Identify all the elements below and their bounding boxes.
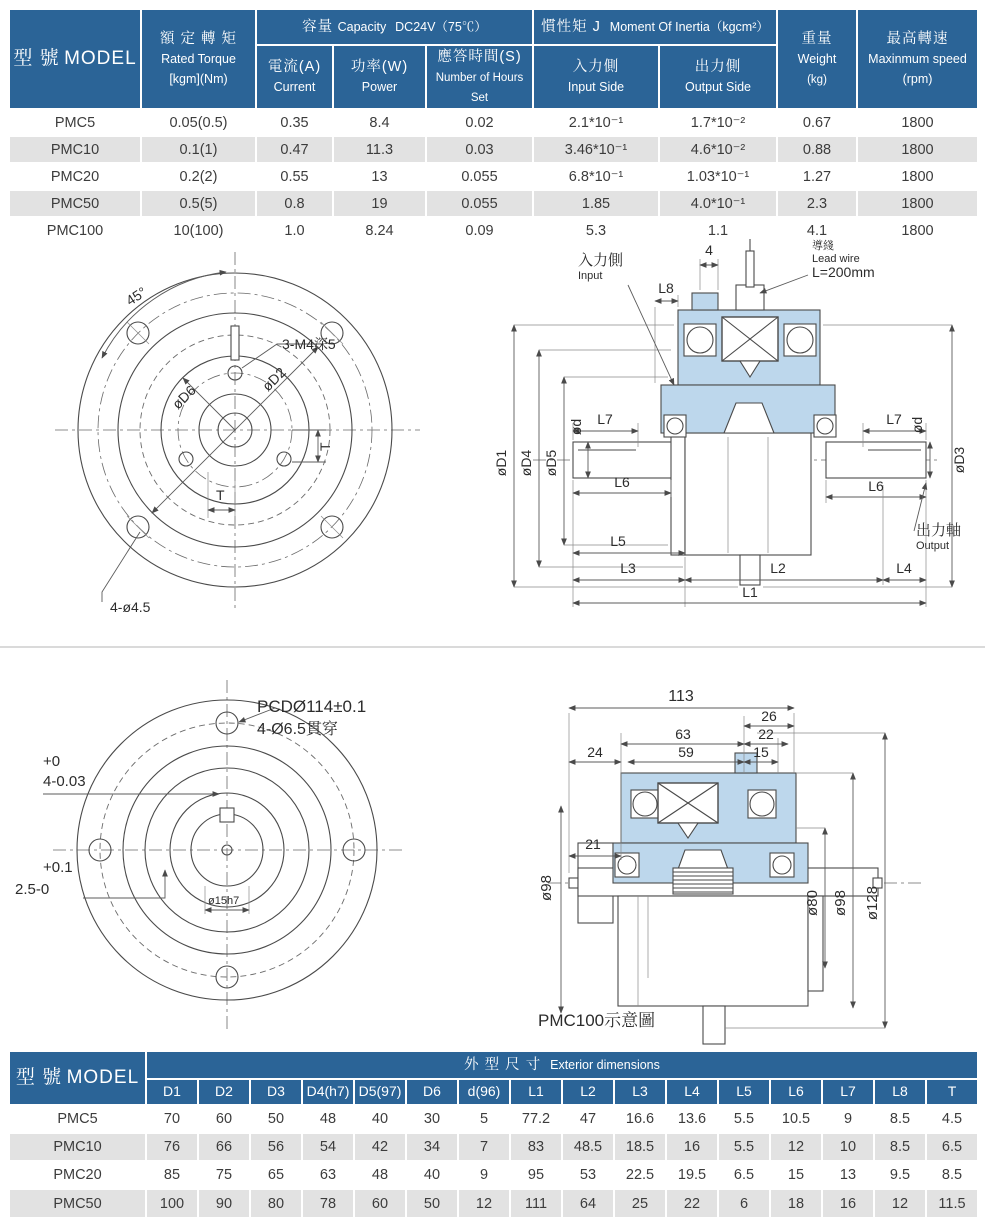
speed-cell: 1800 <box>857 190 978 217</box>
exterior-en: Exterior dimensions <box>550 1058 660 1072</box>
current-cell: 0.55 <box>256 163 333 190</box>
torque-cell: 10(100) <box>141 217 256 244</box>
section-view-drawing <box>478 235 985 620</box>
col-t: T <box>926 1079 978 1105</box>
col-d6: D6 <box>406 1079 458 1105</box>
output-side-zh: 出力側 <box>694 59 742 75</box>
brush-hatch <box>673 868 733 894</box>
model-cell: PMC10 <box>9 136 141 163</box>
lead-wire-length: L=200mm <box>812 264 875 280</box>
dim-d-small-left: øD5 <box>543 449 559 477</box>
inertia-en: Moment Of Inertia（kgcm²） <box>609 20 769 34</box>
inertia-out-cell: 1.7*10⁻² <box>659 109 777 136</box>
front-view-drawing <box>30 240 430 620</box>
dim-cell: 6.5 <box>926 1133 978 1161</box>
weight-unit: (kg) <box>807 74 827 86</box>
inertia-out-cell: 4.0*10⁻¹ <box>659 190 777 217</box>
dim-keyway-width: 4-0.03 <box>43 773 86 790</box>
dimension-lines <box>102 272 326 602</box>
dim-cell: 78 <box>302 1189 354 1217</box>
dim-4-holes: 4-ø4.5 <box>110 599 151 615</box>
power-en: Power <box>361 80 398 94</box>
capacity-en: Capacity <box>337 20 387 34</box>
dim-d6: øD6 <box>168 382 199 413</box>
header-rated-torque <box>141 9 256 109</box>
model-cell: PMC5 <box>9 1105 146 1133</box>
table-row <box>9 190 978 217</box>
dim-cell: 8.5 <box>926 1161 978 1189</box>
spec-table <box>8 8 979 244</box>
output-side-en: Output Side <box>684 80 751 94</box>
weight-cell: 1.27 <box>777 163 857 190</box>
dim-cell: 100 <box>146 1189 198 1217</box>
dim-21: 21 <box>585 836 601 852</box>
dim-cell: 16.6 <box>614 1105 666 1133</box>
model-cell: PMC50 <box>9 1189 146 1217</box>
dim-cell: 40 <box>354 1105 406 1133</box>
dim-d-right: ød <box>909 416 925 434</box>
col-l3: L3 <box>614 1079 666 1105</box>
speed-cell: 1800 <box>857 217 978 244</box>
model-cell: PMC10 <box>9 1133 146 1161</box>
dim-l4: L4 <box>896 560 912 576</box>
input-side-en: Input Side <box>567 80 625 94</box>
table-row <box>9 1133 978 1161</box>
dim-l5: L5 <box>610 533 626 549</box>
speed-cell: 1800 <box>857 163 978 190</box>
dim-cell: 90 <box>198 1189 250 1217</box>
header-power <box>333 45 426 109</box>
dim-cell: 70 <box>146 1105 198 1133</box>
dim-cell: 63 <box>302 1161 354 1189</box>
model-cell: PMC20 <box>9 163 141 190</box>
header-input-side <box>533 45 659 109</box>
weight-cell: 2.3 <box>777 190 857 217</box>
weight-cell: 0.88 <box>777 136 857 163</box>
input-label-en: Input <box>578 270 603 282</box>
clutch-body <box>533 239 940 585</box>
speed-cell: 1800 <box>857 136 978 163</box>
dim-cell: 8.5 <box>874 1105 926 1133</box>
dim-cell: 56 <box>250 1133 302 1161</box>
dim-d3: øD3 <box>951 446 967 474</box>
dim-d1: øD1 <box>493 449 509 477</box>
dim-cell: 95 <box>510 1161 562 1189</box>
front-view-pmc100-drawing <box>5 662 435 1040</box>
header-max-speed <box>857 9 978 109</box>
col-d1: D1 <box>146 1079 198 1105</box>
header-model-en: MODEL <box>64 48 137 70</box>
dim-cell: 18.5 <box>614 1133 666 1161</box>
speed-cell: 1800 <box>857 109 978 136</box>
power-cell: 8.24 <box>333 217 426 244</box>
dim-cell: 75 <box>198 1161 250 1189</box>
dim-cell: 60 <box>198 1105 250 1133</box>
dim-cell: 7 <box>458 1133 510 1161</box>
power-cell: 11.3 <box>333 136 426 163</box>
section-divider <box>0 646 985 648</box>
dim-cell: 54 <box>302 1133 354 1161</box>
input-side-zh: 入力側 <box>572 59 620 75</box>
dim-d4: øD4 <box>518 449 534 477</box>
dim-cell: 85 <box>146 1161 198 1189</box>
header-model <box>9 9 141 109</box>
dim-d2: øD2 <box>258 364 289 395</box>
dim-cell: 64 <box>562 1189 614 1217</box>
header-weight <box>777 9 857 109</box>
response-cell: 0.02 <box>426 109 533 136</box>
dim-cell: 10.5 <box>770 1105 822 1133</box>
dim-80: ø80 <box>804 890 821 916</box>
capacity-zh: 容量 <box>302 19 334 35</box>
dim-cell: 6.5 <box>718 1161 770 1189</box>
dim-4: 4 <box>705 242 713 258</box>
dim-cell: 48 <box>354 1161 406 1189</box>
table-row <box>9 1105 978 1133</box>
dim-cell: 5.5 <box>718 1133 770 1161</box>
flange-circles <box>53 680 405 1030</box>
dim-pcd: PCDØ114±0.1 <box>257 697 367 716</box>
dim-cell: 19.5 <box>666 1161 718 1189</box>
table-row <box>9 163 978 190</box>
header-output-side <box>659 45 777 109</box>
speed-en: Maxinmum speed <box>868 52 967 66</box>
inertia-in-cell: 1.85 <box>533 190 659 217</box>
col-l6: L6 <box>770 1079 822 1105</box>
inertia-zh: 慣性矩 J <box>541 19 601 35</box>
dim-cell: 9 <box>822 1105 874 1133</box>
model-cell: PMC5 <box>9 109 141 136</box>
power-cell: 13 <box>333 163 426 190</box>
current-cell: 1.0 <box>256 217 333 244</box>
inertia-in-cell: 3.46*10⁻¹ <box>533 136 659 163</box>
dim-cell: 16 <box>666 1133 718 1161</box>
torque-cell: 0.1(1) <box>141 136 256 163</box>
speed-unit: (rpm) <box>902 72 933 86</box>
dim-cell: 25 <box>614 1189 666 1217</box>
dim-l7-left: L7 <box>597 411 613 427</box>
lead-wire-en: Lead wire <box>812 253 860 265</box>
inertia-out-cell: 4.6*10⁻² <box>659 136 777 163</box>
header-model-zh: 型 號 <box>13 48 60 70</box>
dim-cell: 48 <box>302 1105 354 1133</box>
dim-l2: L2 <box>770 560 786 576</box>
dim-cell: 10 <box>822 1133 874 1161</box>
dim-cell: 8.5 <box>874 1133 926 1161</box>
current-cell: 0.8 <box>256 190 333 217</box>
dim-cell: 30 <box>406 1105 458 1133</box>
rated-torque-unit: [kgm](Nm) <box>169 72 228 86</box>
capacity-condition: DC24V（75℃） <box>395 20 487 34</box>
dim-cell: 12 <box>874 1189 926 1217</box>
rated-torque-en: Rated Torque <box>161 52 236 66</box>
dim-l1: L1 <box>742 584 758 600</box>
dim-cell: 48.5 <box>562 1133 614 1161</box>
dim-cell: 50 <box>250 1105 302 1133</box>
current-cell: 0.35 <box>256 109 333 136</box>
inertia-in-cell: 5.3 <box>533 217 659 244</box>
current-cell: 0.47 <box>256 136 333 163</box>
dim-cell: 11.5 <box>926 1189 978 1217</box>
col-l8: L8 <box>874 1079 926 1105</box>
col-l5: L5 <box>718 1079 770 1105</box>
weight-zh: 重量 <box>801 31 833 47</box>
current-en: Current <box>273 80 316 94</box>
dim-cell: 47 <box>562 1105 614 1133</box>
dim-26: 26 <box>761 708 777 724</box>
dim-holes: 4-Ø6.5貫穿 <box>257 721 338 738</box>
speed-zh: 最高轉速 <box>886 31 949 47</box>
col-d4: D4(h7) <box>302 1079 354 1105</box>
weight-cell: 0.67 <box>777 109 857 136</box>
dim-3-m4: 3-M4深5 <box>282 336 336 352</box>
model-cell: PMC20 <box>9 1161 146 1189</box>
dim-t-horizontal: T <box>216 487 225 503</box>
dim-98-right: ø98 <box>832 890 849 916</box>
lead-wire-zh: 導綫 <box>812 240 834 252</box>
dim-cell: 12 <box>458 1189 510 1217</box>
response-cell: 0.055 <box>426 163 533 190</box>
response-en: Number of Hours Set <box>435 72 524 104</box>
col-l1: L1 <box>510 1079 562 1105</box>
dim-l6-right: L6 <box>868 478 884 494</box>
power-zh: 功率(W) <box>350 59 409 75</box>
dim-keydepth: 2.5-0 <box>15 881 50 898</box>
inertia-in-cell: 2.1*10⁻¹ <box>533 109 659 136</box>
response-zh: 應答時間(S) <box>437 49 522 65</box>
dim-cell: 42 <box>354 1133 406 1161</box>
dim-l3: L3 <box>620 560 636 576</box>
table-row <box>9 109 978 136</box>
inertia-in-cell: 6.8*10⁻¹ <box>533 163 659 190</box>
dim-59: 59 <box>678 744 694 760</box>
dim-cell: 12 <box>770 1133 822 1161</box>
dim-bore: ø15h7 <box>208 895 240 907</box>
dim-keyway-tol-top: +0 <box>43 753 61 770</box>
col-d2: D2 <box>198 1079 250 1105</box>
section-view-pmc100-drawing <box>523 678 985 1053</box>
col-l7: L7 <box>822 1079 874 1105</box>
weight-cell: 4.1 <box>777 217 857 244</box>
dim-cell: 5.5 <box>718 1105 770 1133</box>
torque-cell: 0.2(2) <box>141 163 256 190</box>
col-d5: D5(97) <box>354 1079 406 1105</box>
dim-cell: 60 <box>354 1189 406 1217</box>
dim-keydepth-tol-top: +0.1 <box>43 859 73 876</box>
header-inertia-group <box>533 9 777 45</box>
table-row <box>9 1189 978 1217</box>
inertia-out-cell: 1.1 <box>659 217 777 244</box>
dim-cell: 50 <box>406 1189 458 1217</box>
model-cell: PMC100 <box>9 217 141 244</box>
response-cell: 0.055 <box>426 190 533 217</box>
dim-98-left: ø98 <box>538 875 555 901</box>
dim-cell: 77.2 <box>510 1105 562 1133</box>
header-capacity-group <box>256 9 533 45</box>
inertia-out-cell: 1.03*10⁻¹ <box>659 163 777 190</box>
dim-128: ø128 <box>864 885 881 921</box>
dim-cell: 4.5 <box>926 1105 978 1133</box>
exterior-zh: 外 型 尺 寸 <box>464 1057 542 1073</box>
dim-15: 15 <box>753 744 769 760</box>
dimensions-table <box>8 1050 979 1217</box>
input-label-zh: 入力側 <box>578 252 624 269</box>
model-cell: PMC50 <box>9 190 141 217</box>
dim-cell: 83 <box>510 1133 562 1161</box>
dim-l6-left: L6 <box>614 474 630 490</box>
dim-cell: 53 <box>562 1161 614 1189</box>
dim-cell: 34 <box>406 1133 458 1161</box>
current-zh: 電流(A) <box>267 59 322 75</box>
power-cell: 8.4 <box>333 109 426 136</box>
dim-cell: 76 <box>146 1133 198 1161</box>
col-d3: D3 <box>250 1079 302 1105</box>
dim-24: 24 <box>587 744 603 760</box>
dim-cell: 22.5 <box>614 1161 666 1189</box>
dim-model-en: MODEL <box>66 1067 140 1089</box>
dim-63: 63 <box>675 726 691 742</box>
dim-cell: 80 <box>250 1189 302 1217</box>
dim-cell: 40 <box>406 1161 458 1189</box>
dim-cell: 9 <box>458 1161 510 1189</box>
output-label-en: Output <box>916 540 950 552</box>
dim-cell: 5 <box>458 1105 510 1133</box>
header-response <box>426 45 533 109</box>
torque-cell: 0.05(0.5) <box>141 109 256 136</box>
dim-cell: 13.6 <box>666 1105 718 1133</box>
col-d: d(96) <box>458 1079 510 1105</box>
dim-22: 22 <box>758 726 774 742</box>
header-model <box>9 1051 146 1105</box>
col-l2: L2 <box>562 1079 614 1105</box>
response-cell: 0.09 <box>426 217 533 244</box>
table-row <box>9 136 978 163</box>
dim-cell: 6 <box>718 1189 770 1217</box>
power-cell: 19 <box>333 190 426 217</box>
dim-cell: 22 <box>666 1189 718 1217</box>
dim-113: 113 <box>668 688 694 705</box>
pmc100-caption: PMC100示意圖 <box>538 1011 656 1030</box>
rated-torque-zh: 額 定 轉 矩 <box>159 31 238 47</box>
weight-en: Weight <box>797 52 837 66</box>
response-cell: 0.03 <box>426 136 533 163</box>
col-l4: L4 <box>666 1079 718 1105</box>
flange-circles <box>55 252 420 612</box>
dim-cell: 65 <box>250 1161 302 1189</box>
output-label-zh: 出力軸 <box>916 522 962 539</box>
dim-45deg: 45° <box>122 283 150 309</box>
header-exterior-group <box>146 1051 978 1079</box>
dim-cell: 18 <box>770 1189 822 1217</box>
table-row <box>9 1161 978 1189</box>
dim-cell: 9.5 <box>874 1161 926 1189</box>
dim-cell: 16 <box>822 1189 874 1217</box>
torque-cell: 0.5(5) <box>141 190 256 217</box>
dim-l8: L8 <box>658 280 674 296</box>
dim-cell: 15 <box>770 1161 822 1189</box>
dim-l7-right: L7 <box>886 411 902 427</box>
dim-d-left: ød <box>568 418 584 436</box>
dim-cell: 13 <box>822 1161 874 1189</box>
dim-cell: 111 <box>510 1189 562 1217</box>
dim-t-vertical: T <box>317 442 333 451</box>
header-current <box>256 45 333 109</box>
dim-cell: 66 <box>198 1133 250 1161</box>
dim-model-zh: 型 號 <box>15 1067 63 1089</box>
